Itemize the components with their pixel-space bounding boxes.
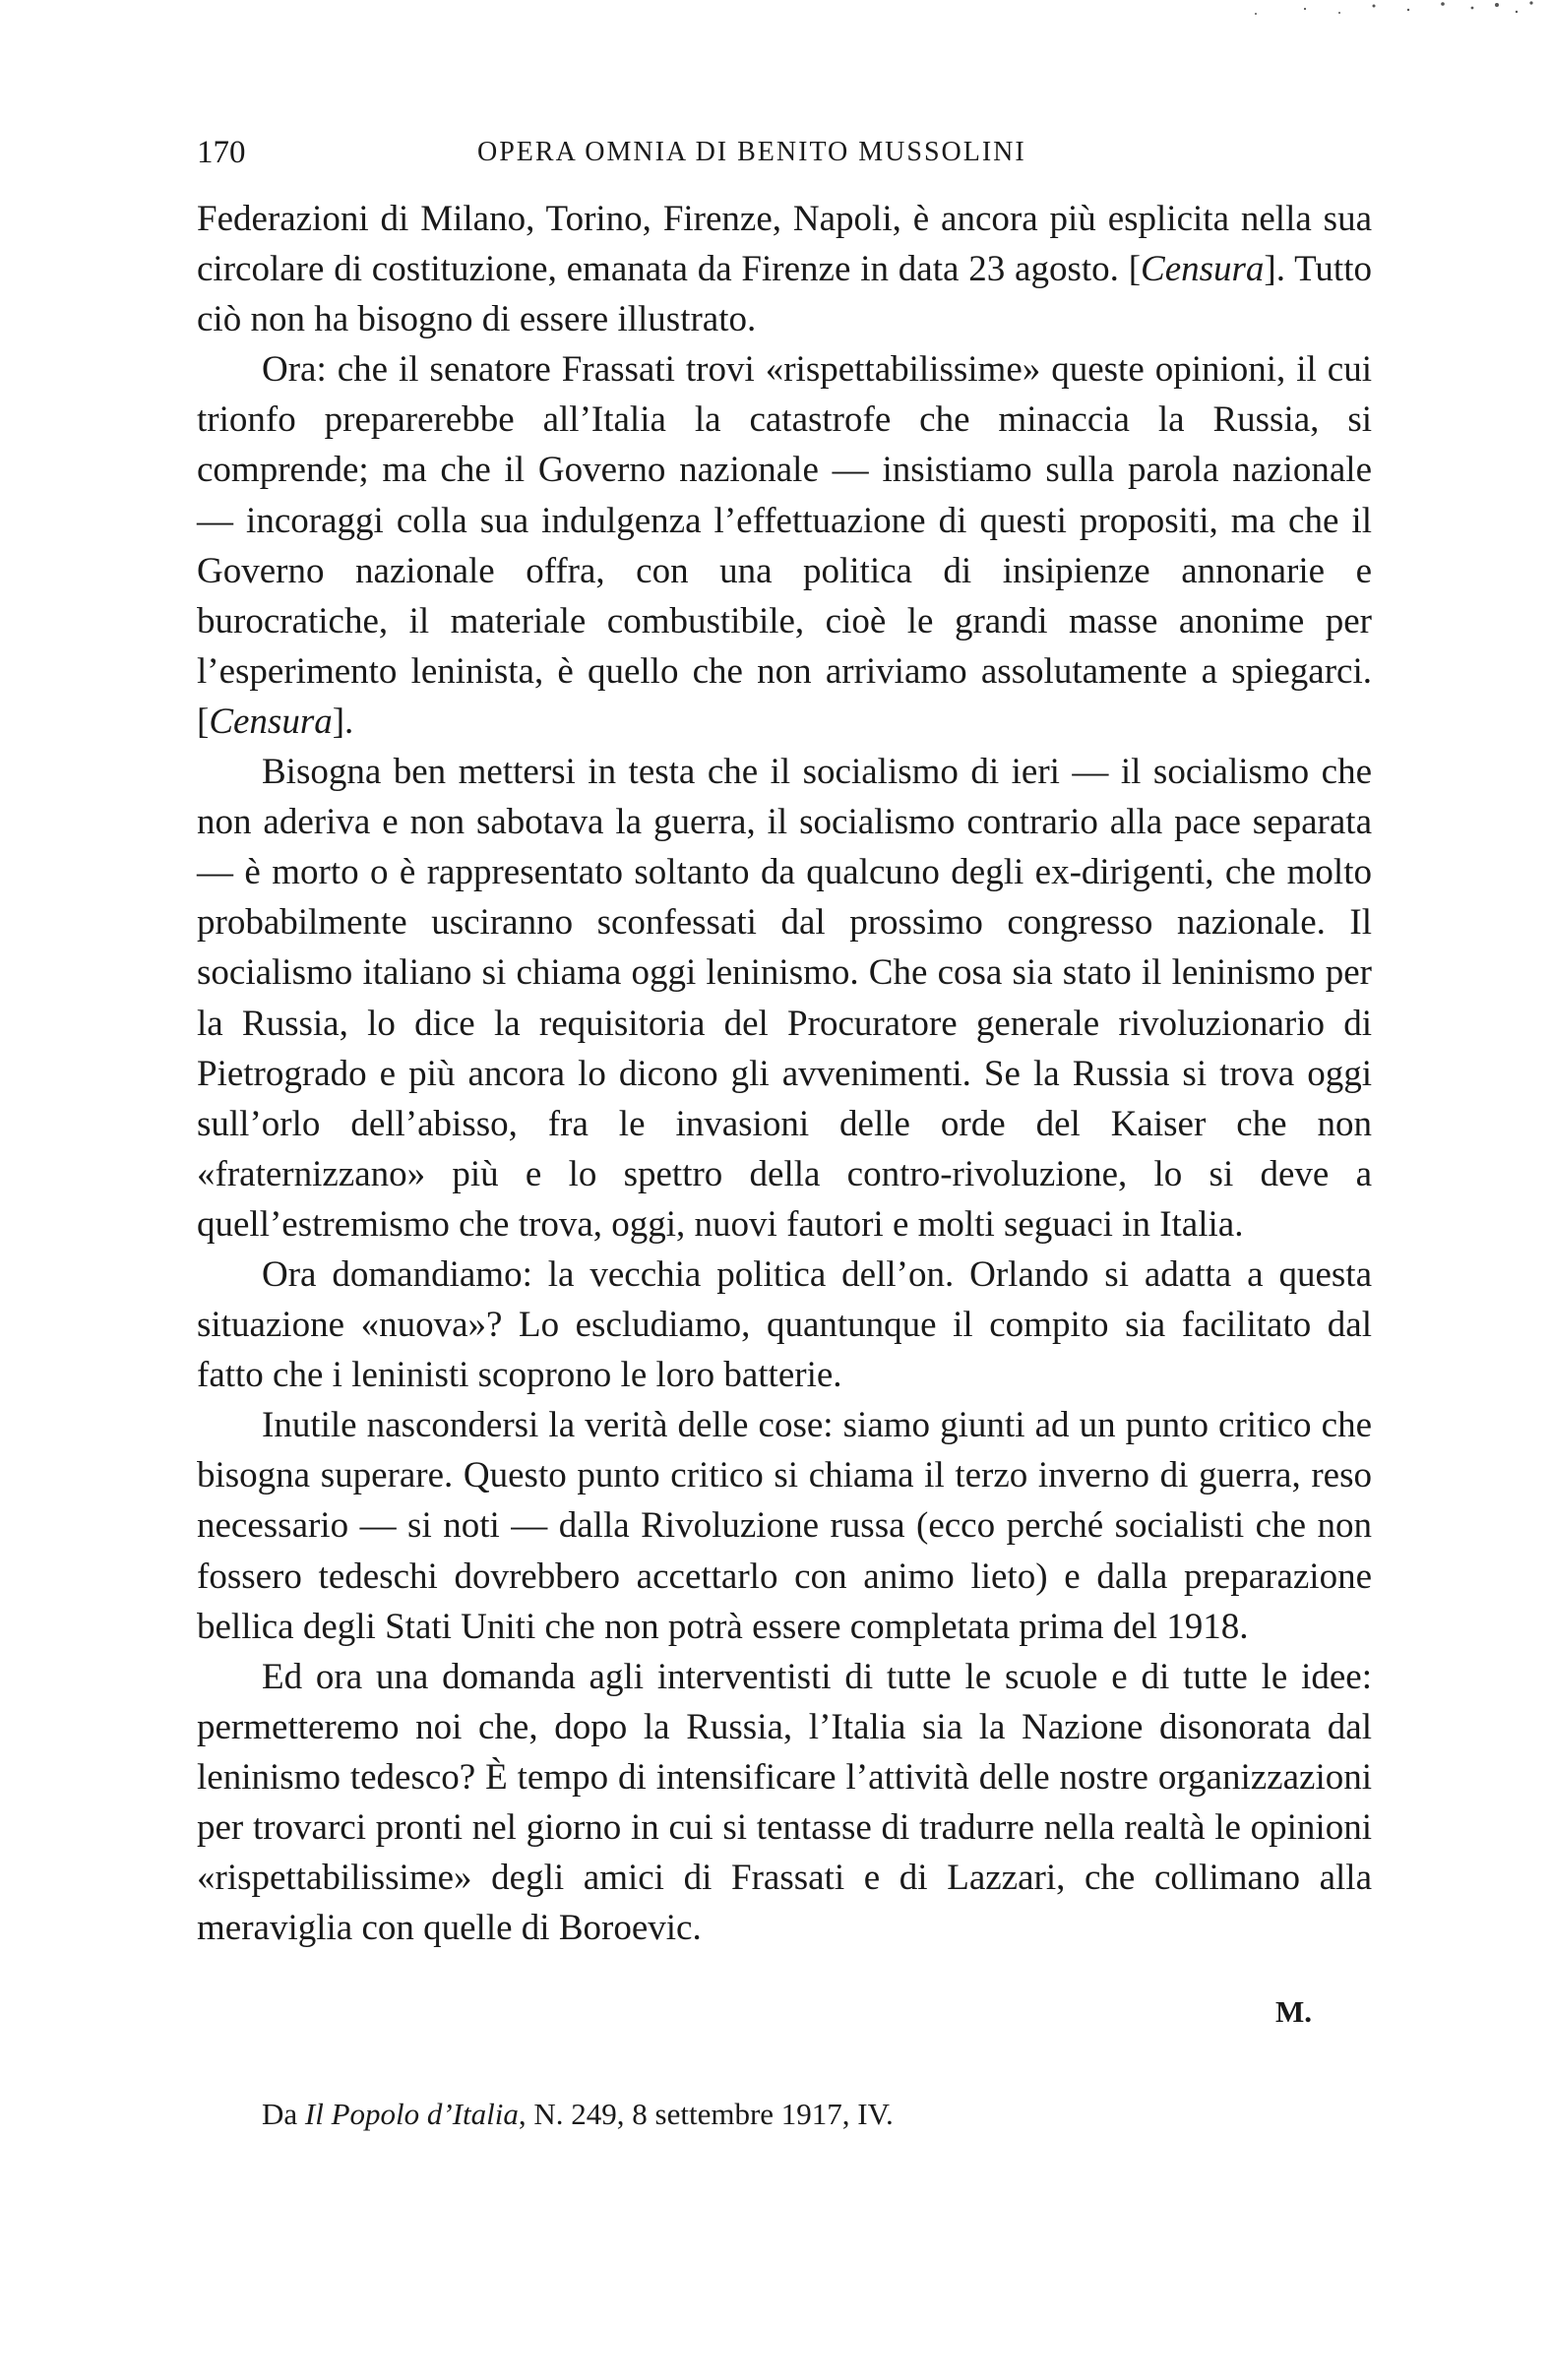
source-prefix: Da [262,2097,305,2131]
running-title: OPERA OMNIA DI BENITO MUSSOLINI [477,137,1026,167]
paragraph [197,1400,1372,1651]
paragraph [197,747,1372,1250]
scan-noise [961,0,1551,39]
page-number: 170 [197,135,246,170]
source-newspaper-title: Il Popolo d’Italia [304,2097,519,2131]
paragraph [197,1250,1372,1400]
paragraph-text: Ed ora una domanda agli interventisti di tutte le scuole e di tutte le idee: permetteremo noi che, dopo la Russia, l’Italia sia la Nazione disonorata dal leninismo tedesco? È tempo di intensificare l’attività delle nostre organizzazioni per trovarci pronti nel giorno in cui si tentasse di tradurre nella realtà le opinioni «rispettabilissime» degli amici di Frassati e di Lazzari, che collimano alla meraviglia con quelle di Boroevic. [197,1656,1372,1949]
paragraph-text: ]. Tutto ciò non ha bisogno di essere illustrato. [197,249,1372,340]
author-signature: M. [1275,1994,1313,2029]
source-note [262,2091,1246,2138]
paragraph-text: Ora domandiamo: la vecchia politica dell’on. Orlando si adatta a questa situazione «nuova»? Lo escludiamo, quantunque il compito sia facilitato dal fatto che i leninisti scoprono le loro batterie. [197,1253,1372,1396]
paragraph [197,194,1372,344]
paragraph-text: ]. [332,701,354,742]
paragraph-text: Inutile nascondersi la verità delle cose: siamo giunti ad un punto critico che bisogna superare. Questo punto critico si chiama il terzo inverno di guerra, reso necessario — si noti — dalla Rivoluzione russa (ecco perché socialisti che non fossero tedeschi dovrebbero accettarlo con animo lieto) e dalla preparazione bellica degli Stati Uniti che non potrà essere completata prima del 1918. [197,1405,1372,1647]
paragraph [197,344,1372,747]
article-body [197,194,1372,1953]
source-details: , N. 249, 8 settembre 1917, IV. [518,2097,894,2131]
paragraph-text: Ora: che il senatore Frassati trovi «rispettabilissime» queste opinioni, il cui trionfo preparerebbe all’Italia la catastrofe che minaccia la Russia, si comprende; ma che il Governo nazionale — insistiamo sulla parola nazionale — incoraggi colla sua indulgenza l’effettuazione di questi propositi, ma che il Governo nazionale offra, con una politica di insipienze annonarie e burocratiche, il materiale combustibile, cioè le grandi masse anonime per l’esperimento leninista, è quello che non arriviamo assolutamente a spiegarci. [ [197,349,1372,742]
paragraph-text: Bisogna ben mettersi in testa che il socialismo di ieri — il socialismo che non aderiva e non sabotava la guerra, il socialismo contrario alla pace separata — è morto o è rappresentato soltanto da qualcuno degli ex-dirigenti, che molto probabilmente usciranno sconfessati dal prossimo congresso nazionale. Il socialismo italiano si chiama oggi leninismo. Che cosa sia stato il leninismo per la Russia, lo dice la requisitoria del Procuratore generale rivoluzionario di Pietrogrado e più ancora lo dicono gli avvenimenti. Se la Russia si trova oggi sull’orlo dell’abisso, fra le invasioni delle orde del Kaiser che non «fraternizzano» più e lo spettro della contro-rivoluzione, lo si deve a quell’estremismo che trova, oggi, nuovi fautori e molti seguaci in Italia. [197,752,1372,1245]
censorship-mark: Censura [1141,249,1265,290]
paragraph [197,1652,1372,1954]
paragraph-text: Federazioni di Milano, Torino, Firenze, Napoli, è ancora più esplicita nella sua circolare di costituzione, emanata da Firenze in data 23 agosto. [ [197,199,1372,290]
censorship-mark: Censura [209,701,333,742]
running-header [197,128,1368,177]
